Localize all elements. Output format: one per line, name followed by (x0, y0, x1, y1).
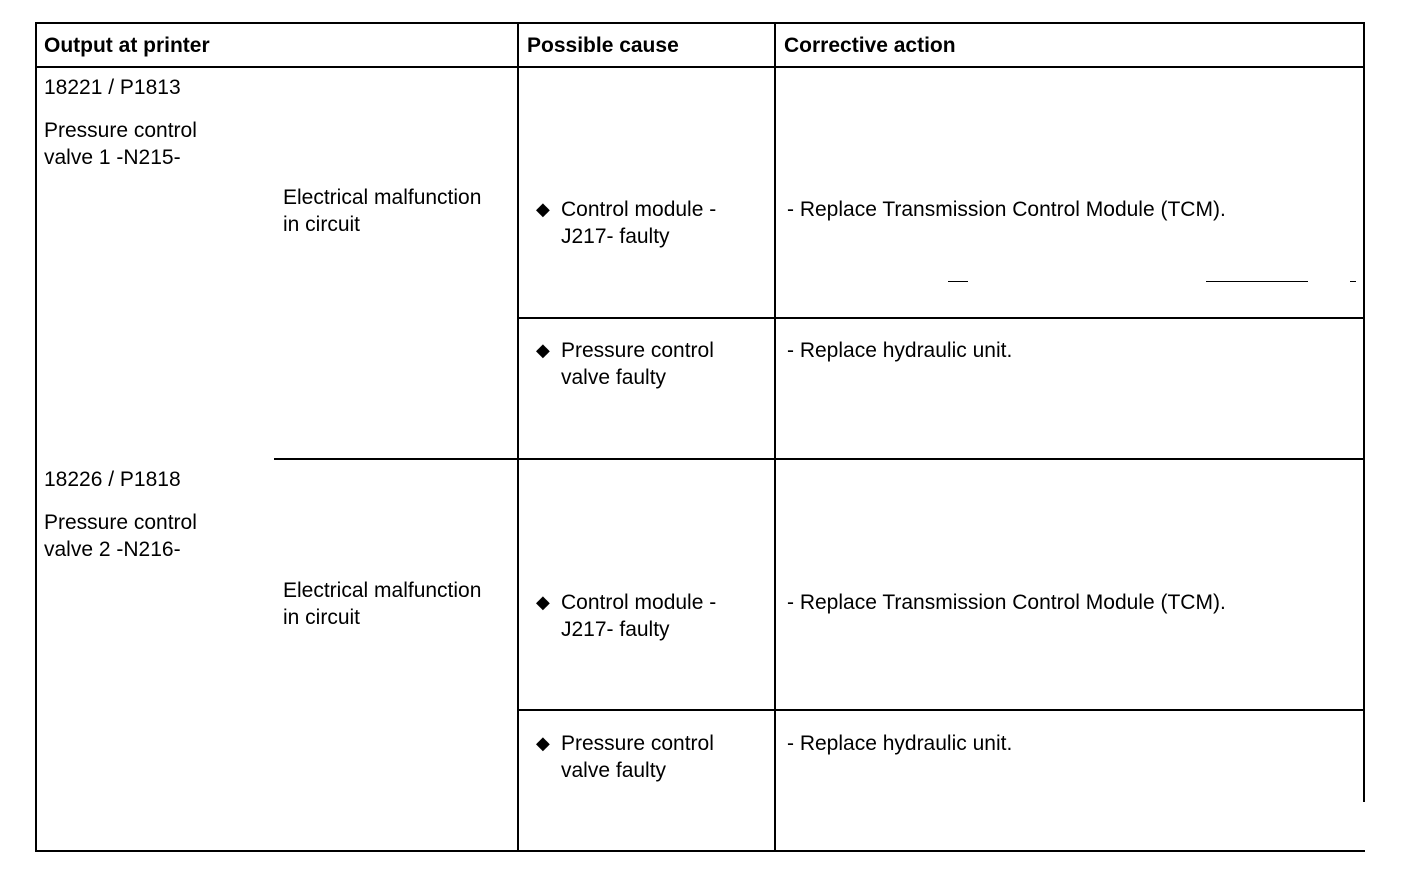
group-1-fault-line2: in circuit (283, 213, 361, 236)
group-divider (274, 458, 1365, 460)
group-1-fault (283, 184, 481, 238)
group-2-component-line1: Pressure control (44, 511, 197, 534)
group-1-row-2-action: - Replace hydraulic unit. (787, 339, 1013, 362)
group-1-code: 18221 / P1813 (44, 76, 181, 99)
group-2-row-1-action: - Replace Transmission Control Module (TCM). (787, 591, 1226, 614)
cause-line2: J217- faulty (561, 618, 670, 641)
group-2-component (44, 509, 197, 563)
group-1-row-1-action: - Replace Transmission Control Module (TCM). (787, 198, 1226, 221)
group-1-row-2-cause (561, 337, 714, 391)
group-2-row-2-cause (561, 730, 714, 784)
group-2-fault (283, 577, 481, 631)
diamond-bullet-icon: ◆ (536, 592, 550, 612)
diamond-bullet-icon: ◆ (536, 733, 550, 753)
action-column-left-border (774, 22, 776, 852)
header-bottom-border (35, 66, 1365, 68)
group-1-component-line1: Pressure control (44, 119, 197, 142)
cause-line2: J217- faulty (561, 225, 670, 248)
group-2-component-line2: valve 2 -N216- (44, 538, 181, 561)
cause-line1: Control module - (561, 591, 717, 614)
group-1-component (44, 117, 197, 171)
cause-line2: valve faulty (561, 366, 667, 389)
scan-mark (1206, 281, 1308, 282)
header-output: Output at printer (44, 34, 210, 57)
scan-mark (948, 281, 968, 282)
diamond-bullet-icon: ◆ (536, 340, 550, 360)
group-2-code: 18226 / P1818 (44, 468, 181, 491)
group-1-row-1-cause (561, 196, 716, 250)
row-divider-2a (517, 709, 1365, 711)
group-2-fault-line1: Electrical malfunction (283, 579, 482, 602)
cause-line1: Pressure control (561, 339, 714, 362)
group-2-row-2-action: - Replace hydraulic unit. (787, 732, 1013, 755)
cause-line1: Control module - (561, 198, 717, 221)
table-right-border (1363, 22, 1365, 802)
header-cause: Possible cause (527, 34, 679, 57)
cause-line1: Pressure control (561, 732, 714, 755)
row-divider-1a (517, 317, 1365, 319)
group-1-component-line2: valve 1 -N215- (44, 146, 181, 169)
cause-column-left-border (517, 22, 519, 852)
cause-line2: valve faulty (561, 759, 667, 782)
scan-mark (1350, 281, 1356, 282)
table-left-border (35, 22, 37, 852)
table-top-border (35, 22, 1365, 24)
header-action: Corrective action (784, 34, 956, 57)
group-1-fault-line1: Electrical malfunction (283, 186, 482, 209)
table-bottom-border (35, 850, 1365, 852)
group-2-row-1-cause (561, 589, 716, 643)
group-2-fault-line2: in circuit (283, 606, 361, 629)
diamond-bullet-icon: ◆ (536, 199, 550, 219)
